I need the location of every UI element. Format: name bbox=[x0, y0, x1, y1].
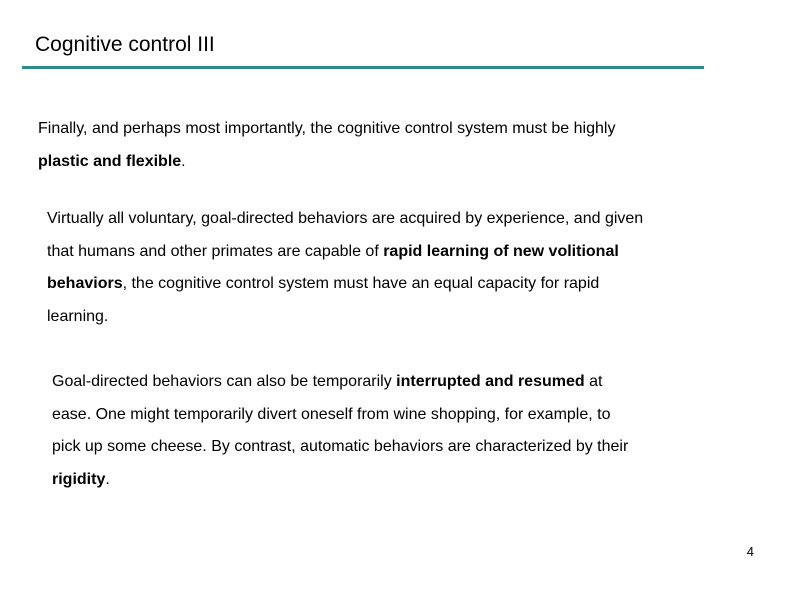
text-run: learning. bbox=[47, 307, 109, 325]
text-run: . bbox=[181, 152, 186, 170]
text-line bbox=[47, 236, 643, 269]
text-run: . bbox=[105, 470, 110, 488]
text-run: at bbox=[584, 373, 603, 390]
text-line bbox=[47, 203, 643, 236]
text-line bbox=[52, 464, 628, 497]
text-run: that humans and other primates are capable of bbox=[47, 242, 384, 260]
text-line bbox=[52, 399, 628, 432]
emphasized-text: behaviors bbox=[47, 275, 123, 292]
text-run: , the cognitive control system must have an equal capacity for rapid bbox=[122, 275, 600, 292]
text-line bbox=[47, 268, 643, 301]
text-line bbox=[47, 301, 643, 334]
text-line bbox=[38, 113, 615, 146]
emphasized-text: rigidity bbox=[52, 470, 106, 488]
text-run: Virtually all voluntary, goal-directed behaviors are acquired by experience, and given bbox=[47, 210, 644, 227]
paragraph-rapid-learning bbox=[47, 203, 643, 333]
emphasized-text: rapid learning of new volitional bbox=[383, 242, 619, 260]
paragraph-interruption bbox=[52, 366, 628, 496]
paragraph-plasticity bbox=[38, 113, 615, 178]
page-number: 4 bbox=[746, 544, 754, 559]
title-underline bbox=[22, 66, 704, 69]
text-run: pick up some cheese. By contrast, automatic behaviors are characterized by their bbox=[52, 438, 629, 455]
text-run: Goal-directed behaviors can also be temporarily bbox=[52, 373, 397, 390]
emphasized-text: plastic and flexible bbox=[38, 152, 182, 170]
text-line bbox=[52, 366, 628, 399]
text-line bbox=[38, 146, 615, 179]
text-run: Finally, and perhaps most importantly, the cognitive control system must be highly bbox=[38, 120, 616, 137]
text-line bbox=[52, 431, 628, 464]
slide-title: Cognitive control III bbox=[35, 33, 215, 56]
text-run: ease. One might temporarily divert oneself from wine shopping, for example, to bbox=[52, 405, 611, 423]
emphasized-text: interrupted and resumed bbox=[396, 373, 585, 390]
